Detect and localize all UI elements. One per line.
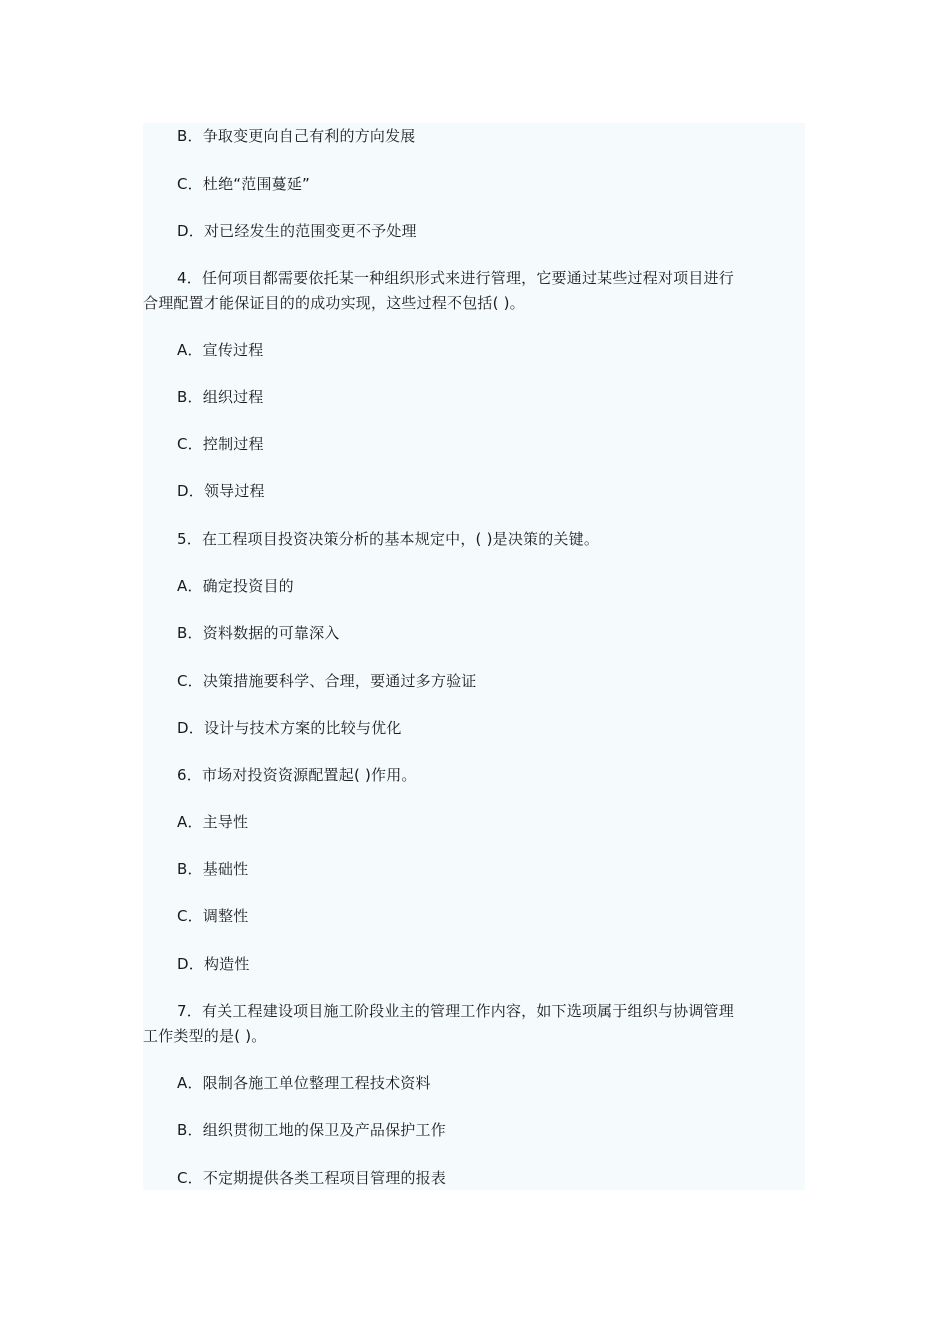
option-a-q5: A．确定投资目的	[177, 577, 294, 595]
option-c-q4: C．控制过程	[177, 435, 264, 453]
question-7-line-1: 7．有关工程建设项目施工阶段业主的管理工作内容，如下选项属于组织与协调管理	[177, 1002, 734, 1020]
option-b-q4: B．组织过程	[177, 388, 264, 406]
question-4-line-1: 4．任何项目都需要依托某一种组织形式来进行管理，它要通过某些过程对项目进行	[177, 269, 734, 287]
option-d-q6: D．构造性	[177, 955, 250, 973]
option-d-q4: D．领导过程	[177, 482, 265, 500]
option-a-q6: A．主导性	[177, 813, 249, 831]
option-b-q7: B．组织贯彻工地的保卫及产品保护工作	[177, 1121, 446, 1139]
question-7-line-2: 工作类型的是( )。	[143, 1027, 267, 1045]
question-6: 6．市场对投资资源配置起( )作用。	[177, 766, 417, 784]
question-4-line-2: 合理配置才能保证目的的成功实现，这些过程不包括( )。	[143, 294, 525, 312]
option-c-q7: C．不定期提供各类工程项目管理的报表	[177, 1169, 447, 1187]
option-c-q5: C．决策措施要科学、合理，要通过多方验证	[177, 672, 477, 690]
option-b-q6: B．基础性	[177, 860, 249, 878]
option-a-q4: A．宣传过程	[177, 341, 264, 359]
option-d-q3: D．对已经发生的范围变更不予处理	[177, 222, 417, 240]
option-a-q7: A．限制各施工单位整理工程技术资料	[177, 1074, 431, 1092]
option-d-q5: D．设计与技术方案的比较与优化	[177, 719, 402, 737]
option-c-q6: C．调整性	[177, 907, 249, 925]
option-b-q5: B．资料数据的可靠深入	[177, 624, 340, 642]
option-b-q3: B．争取变更向自己有利的方向发展	[177, 127, 416, 145]
option-c-q3: C．杜绝“范围蔓延”	[177, 175, 311, 193]
question-5: 5．在工程项目投资决策分析的基本规定中，( )是决策的关键。	[177, 530, 600, 548]
